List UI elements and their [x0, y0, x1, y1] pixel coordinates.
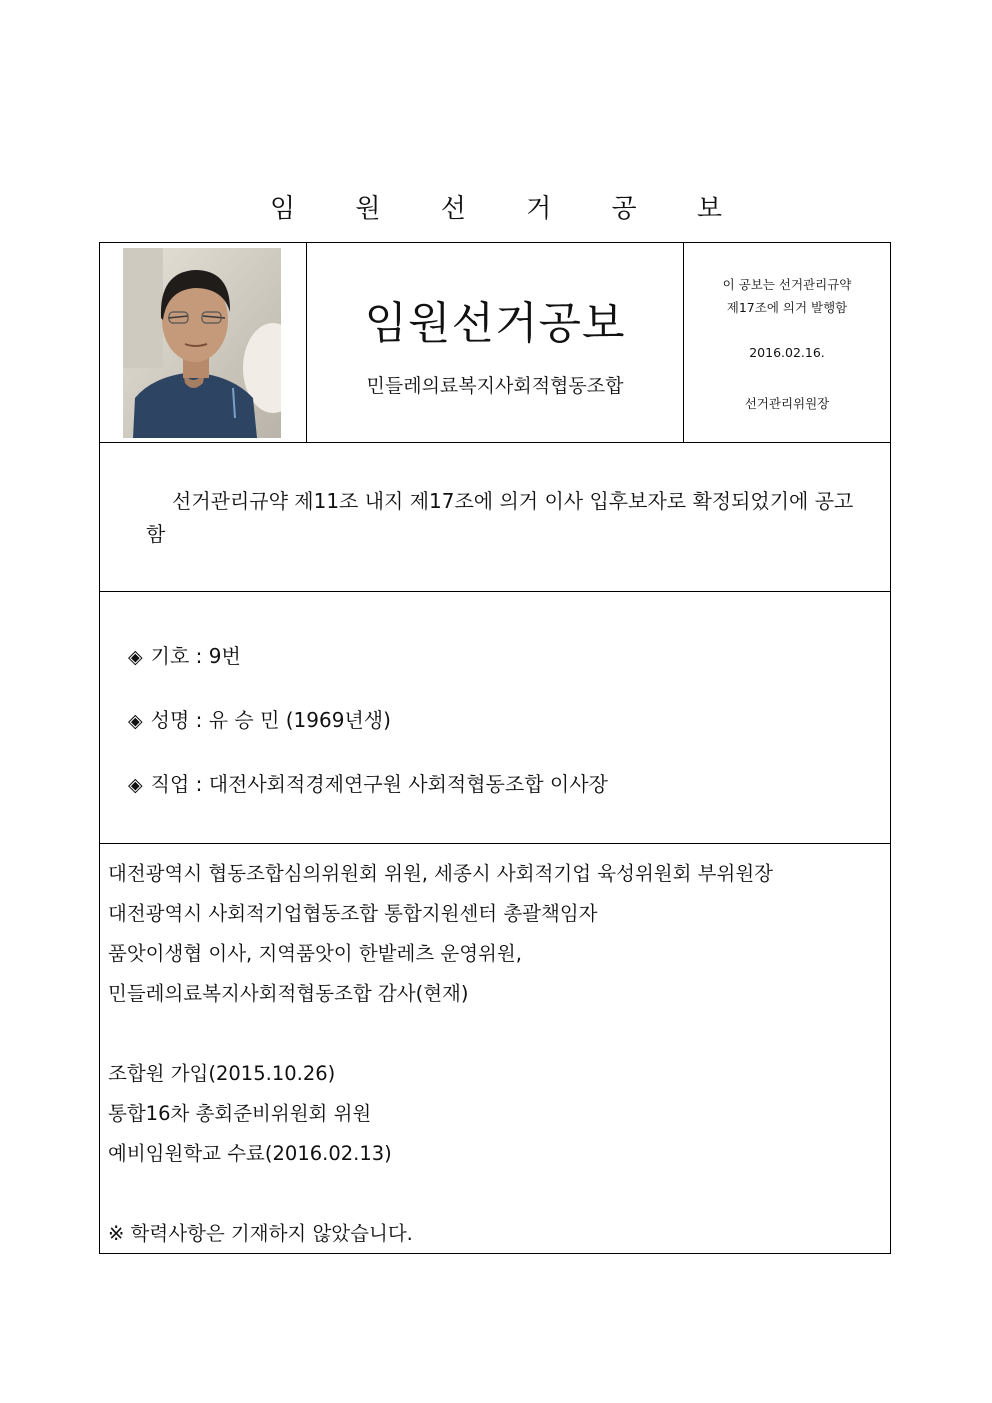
- career-item: 대전광역시 협동조합심의위원회 위원, 세종시 사회적기업 육성위원회 부위원장: [108, 862, 774, 885]
- candidate-info-row: [100, 592, 890, 844]
- issuance-date: 2016.02.16.: [749, 345, 825, 360]
- bulletin-table: [99, 242, 891, 1254]
- career-item: 통합16차 총회준비위원회 위원: [108, 1102, 372, 1125]
- issuer-title: 선거관리위원장: [744, 396, 830, 411]
- career-item: 대전광역시 사회적기업협동조합 통합지원센터 총괄책임자: [108, 902, 598, 925]
- announcement-text: 선거관리규약 제11조 내지 제17조에 의거 이사 입후보자로 확정되었기에 공고함: [146, 489, 854, 546]
- organization-name: 민들레의료복지사회적협동조합: [366, 375, 624, 397]
- candidate-occupation-text: 직업 : 대전사회적경제연구원 사회적협동조합 이사장: [150, 772, 608, 796]
- issuance-cell: [684, 243, 890, 442]
- diamond-bullet-icon: ◈: [128, 710, 143, 732]
- career-row: [100, 844, 890, 1254]
- page-heading: 임 원 선 거 공 보: [269, 194, 749, 224]
- diamond-bullet-icon: ◈: [128, 646, 143, 668]
- career-item: 품앗이생협 이사, 지역품앗이 한밭레츠 운영위원,: [108, 942, 522, 965]
- career-item: 조합원 가입(2015.10.26): [108, 1062, 336, 1085]
- education-footnote: ※ 학력사항은 기재하지 않았습니다.: [108, 1222, 413, 1245]
- candidate-number: [128, 640, 241, 669]
- career-item: 민들레의료복지사회적협동조합 감사(현재): [108, 982, 469, 1005]
- header-row: [100, 243, 890, 443]
- candidate-number-text: 기호 : 9번: [150, 644, 241, 668]
- diamond-bullet-icon: ◈: [128, 774, 143, 796]
- notice-row: [100, 443, 890, 592]
- candidate-photo: [123, 248, 281, 438]
- career-item: 예비임원학교 수료(2016.02.13): [108, 1142, 392, 1165]
- issuance-note-line2: 제17조에 의거 발행함: [726, 300, 848, 315]
- candidate-occupation: [128, 768, 608, 797]
- title-cell: [307, 243, 684, 442]
- candidate-name-text: 성명 : 유 승 민 (1969년생): [150, 708, 391, 732]
- bulletin-title: 임원선거공보: [364, 298, 626, 349]
- photo-cell: [100, 243, 307, 442]
- candidate-name: [128, 704, 391, 733]
- issuance-note-line1: 이 공보는 선거관리규약: [722, 277, 852, 292]
